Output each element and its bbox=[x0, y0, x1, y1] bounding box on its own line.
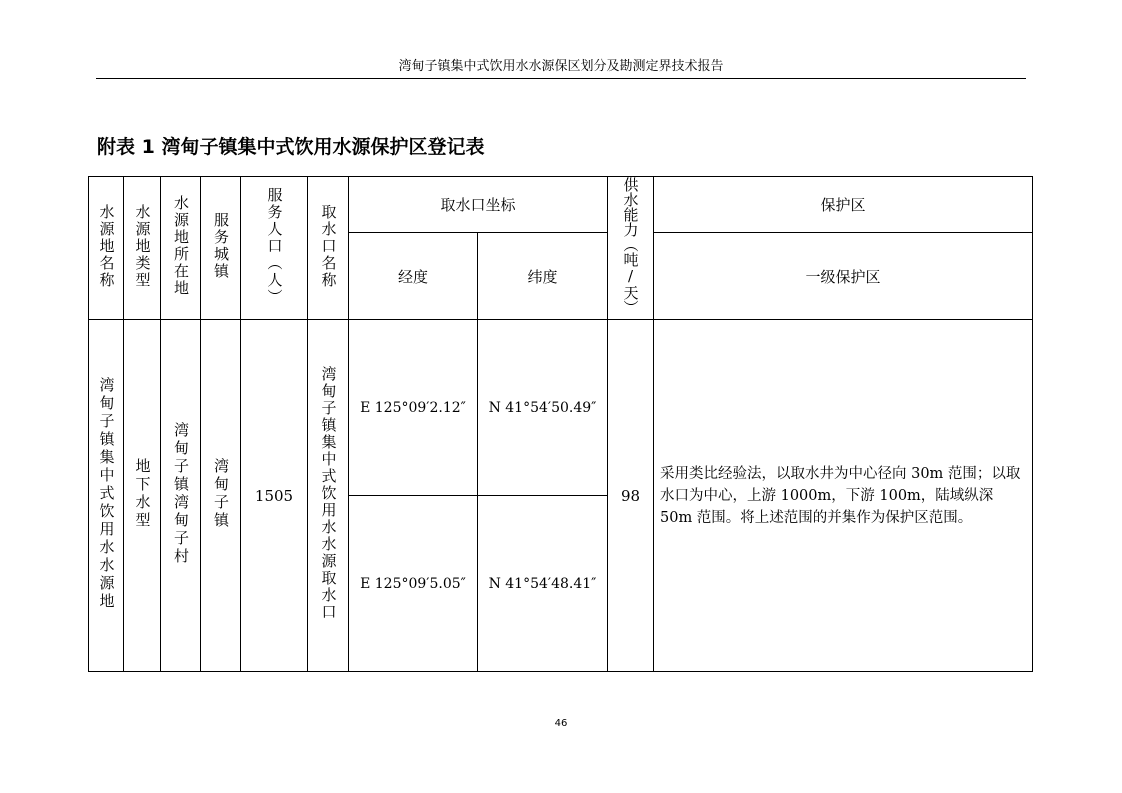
page-header: 湾甸子镇集中式饮用水水源保区划分及勘测定界技术报告 bbox=[398, 59, 724, 74]
cell-latitude-2: N 41°54′48.41″ bbox=[478, 496, 608, 672]
header-source-type: 水源地类型 bbox=[124, 177, 161, 320]
registration-table bbox=[88, 176, 1033, 672]
cell-level1-scope: 采用类比经验法，以取水井为中心径向 30m 范围；以取水口为中心，上游 1000m，下游 100m，陆域纵深 50m 范围。将上述范围的并集作为保护区范围。 bbox=[654, 320, 1033, 672]
header-longitude: 经度 bbox=[349, 233, 478, 320]
cell-latitude-1: N 41°54′50.49″ bbox=[478, 320, 608, 496]
header-population: 服务人口（人） bbox=[241, 177, 308, 320]
cell-longitude-1: E 125°09′2.12″ bbox=[349, 320, 478, 496]
header-capacity: 供水能力（吨/天） bbox=[608, 177, 654, 320]
header-intake-name: 取水口名称 bbox=[308, 177, 349, 320]
appendix-title: 附表 1 湾甸子镇集中式饮用水源保护区登记表 bbox=[97, 136, 485, 158]
cell-town: 湾甸子镇 bbox=[201, 320, 241, 672]
cell-source-name: 湾甸子镇集中式饮用水水源地 bbox=[89, 320, 124, 672]
header-level1: 一级保护区 bbox=[654, 233, 1033, 320]
page-number: 46 bbox=[554, 718, 568, 729]
header-coords: 取水口坐标 bbox=[349, 177, 608, 233]
cell-longitude-2: E 125°09′5.05″ bbox=[349, 496, 478, 672]
header-latitude: 纬度 bbox=[478, 233, 608, 320]
header-location: 水源地所在地 bbox=[161, 177, 201, 320]
cell-source-type: 地下水型 bbox=[124, 320, 161, 672]
cell-intake-name: 湾甸子镇集中式饮用水水源取水口 bbox=[308, 320, 349, 672]
cell-location: 湾甸子镇湾甸子村 bbox=[161, 320, 201, 672]
cell-population: 1505 bbox=[241, 320, 308, 672]
header-source-name: 水源地名称 bbox=[89, 177, 124, 320]
header-protection: 保护区 bbox=[654, 177, 1033, 233]
header-town: 服务城镇 bbox=[201, 177, 241, 320]
header-rule bbox=[96, 78, 1026, 79]
cell-capacity: 98 bbox=[608, 320, 654, 672]
